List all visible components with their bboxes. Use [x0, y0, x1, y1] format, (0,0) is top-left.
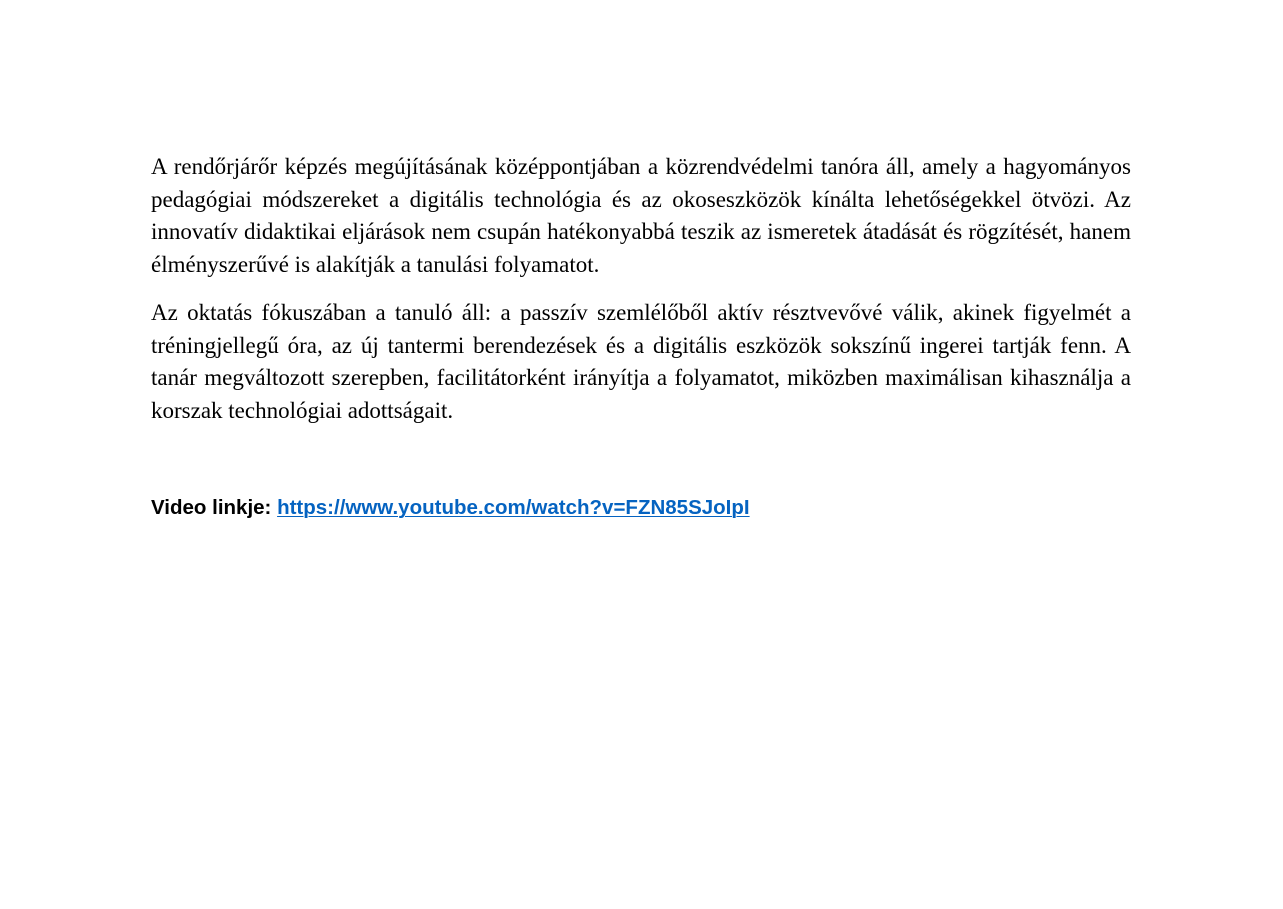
document-body: [151, 151, 1131, 427]
paragraph-1: A rendőrjárőr képzés megújításának középpontjában a közrendvédelmi tanóra áll, amely a hagyományos pedagógiai módszereket a digitális technológia és az okoseszközök kínálta lehetőségekkel ötvözi. Az innovatív didaktikai eljárások nem csupán hatékonyabbá teszik az ismeretek átadását és rögzítését, hanem élményszerűvé is alakítják a tanulási folyamatot.: [151, 154, 1131, 277]
video-link[interactable]: https://www.youtube.com/watch?v=FZN85SJoIpI: [277, 496, 750, 519]
paragraph-2: Az oktatás fókuszában a tanuló áll: a passzív szemlélőből aktív résztvevővé válik, akinek figyelmét a tréningjellegű óra, az új tantermi berendezések és a digitális eszközök sokszínű ingerei tartják fenn. A tanár megváltozott szerepben, facilitátorként irányítja a folyamatot, miközben maximálisan kihasználja a korszak technológiai adottságait.: [151, 300, 1131, 423]
video-link-label: Video linkje:: [151, 496, 278, 519]
video-link-line: [151, 494, 750, 522]
